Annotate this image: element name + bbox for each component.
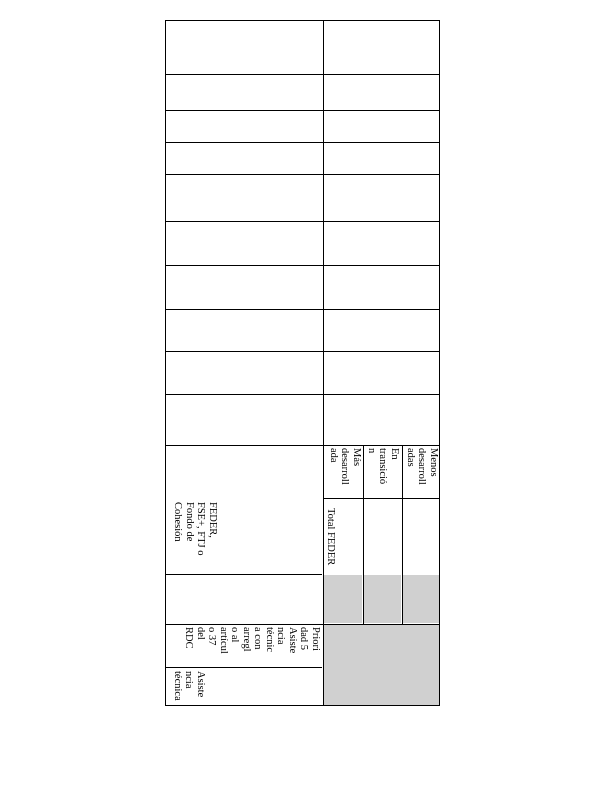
shaded-cell [324,625,439,705]
row-divider [166,174,439,175]
row-divider [166,309,439,310]
row-divider [166,265,439,266]
row-divider [166,445,439,446]
row-divider [166,221,439,222]
row-divider [166,351,439,352]
row-divider [166,74,439,75]
total-feder-label: Total FEDER [325,508,336,566]
shaded-cell [364,575,401,623]
prioridad-label: Priori dad 5 Asiste ncia técnic a con arregl o al artícul o 37 del RDC [183,627,321,654]
row-divider [166,394,439,395]
region-menos-desarrolladas: Menos desarroll adas [405,448,439,485]
shaded-cell [324,575,362,623]
row-divider [166,142,439,143]
financial-table [165,20,440,706]
row-divider [323,498,439,499]
row-divider [166,110,439,111]
shaded-cell [403,575,439,623]
row-divider [166,574,322,575]
asistencia-tecnica-label: Asiste ncia técnica [172,671,206,701]
row-divider [166,667,322,668]
fondo-label: FEDER, FSE+, FTJ o Fondo de Cohesión [172,502,218,556]
region-en-transicion: En transició n [366,448,400,485]
region-mas-desarrollada: Más desarroll ada [328,448,362,485]
